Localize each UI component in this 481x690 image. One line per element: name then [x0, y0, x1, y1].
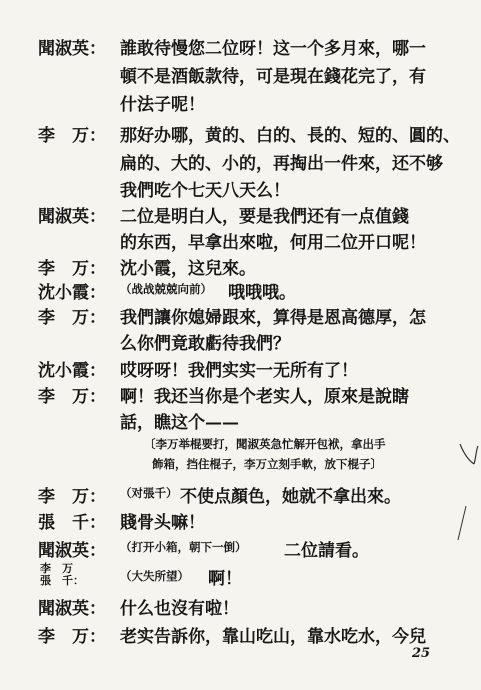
speaker-name: 李 万： — [38, 259, 106, 279]
dialogue-line — [0, 622, 481, 650]
dialogue-text: 哦哦哦。 — [228, 283, 296, 303]
dialogue-text: 我們讓你媳婦跟來，算得是恩高德厚，怎 — [120, 308, 426, 328]
stage-direction-line: 飾箱，挡住棍子，李万立刻手軟，放下棍子〕 — [152, 457, 382, 471]
speaker-name: 李 万： — [38, 308, 106, 328]
dialogue-line — [0, 303, 481, 331]
speaker-name-stacked: 張 千： — [40, 574, 84, 587]
dialogue-text: 啊！我还当你是个老实人，原來是說瞎 — [120, 387, 409, 407]
dialogue-line — [0, 278, 481, 306]
speaker-name: 李 万： — [38, 487, 106, 507]
dialogue-continuation — [0, 62, 481, 90]
dialogue-line — [0, 482, 481, 510]
dialogue-text: 我們吃个七天八天么！ — [120, 181, 290, 201]
dialogue-line — [0, 34, 481, 62]
stage-direction-block — [0, 436, 481, 476]
dialogue-line — [0, 594, 481, 622]
dialogue-text: 扁的、大的、小的，再掏出一件來，还不够 — [120, 154, 443, 174]
speaker-name: 李 万： — [38, 627, 106, 647]
stage-direction-line: 〔李万举棍要打，聞淑英急忙解开包袱，拿出手 — [144, 437, 386, 451]
dialogue-line — [0, 121, 481, 149]
dialogue-text: 的东西，早拿出來啦，何用二位开口呢！ — [120, 233, 426, 253]
dialogue-text: 沈小霞，这兒來。 — [120, 259, 256, 279]
dialogue-line — [0, 536, 481, 564]
dialogue-text: 二位請看。 — [284, 541, 369, 561]
dialogue-text: 誰敢待慢您二位呀！这一个多月來，哪一 — [120, 39, 426, 59]
dialogue-continuation — [0, 176, 481, 204]
dialogue-line — [0, 562, 481, 590]
speaker-name: 聞淑英： — [38, 39, 106, 59]
stage-direction-inline: （战战兢兢向前） — [120, 282, 212, 296]
dialogue-text: 么你們竟敢虧待我們？ — [120, 334, 290, 354]
dialogue-text: 那好办哪，黄的、白的、長的、短的、圓的、 — [120, 126, 460, 146]
dialogue-continuation — [0, 228, 481, 256]
speaker-name: 聞淑英： — [38, 207, 106, 227]
speaker-name: 張 千： — [38, 513, 106, 533]
dialogue-line — [0, 202, 481, 230]
dialogue-text: 二位是明白人，要是我們还有一点值錢 — [120, 207, 409, 227]
speaker-name: 李 万： — [38, 126, 106, 146]
speaker-name-stacked: 李 万 — [40, 562, 73, 575]
dialogue-text: 頓不是酒飯款待，可是現在錢花完了，有 — [120, 67, 426, 87]
dialogue-text: 啊！ — [208, 569, 242, 589]
dialogue-text: 老实告訴你，靠山吃山，靠水吃水，今兒 — [120, 627, 426, 647]
stage-direction-inline: （大失所望） — [120, 569, 189, 583]
pen-mark-decoration — [440, 430, 480, 550]
speaker-name: 沈小霞： — [38, 283, 106, 303]
dialogue-continuation — [0, 329, 481, 357]
dialogue-text: 賤骨头嘛！ — [120, 513, 205, 533]
dialogue-text: 什么也沒有啦！ — [120, 599, 239, 619]
speaker-name: 李 万： — [38, 387, 106, 407]
dialogue-text: 話，瞧这个—— — [120, 413, 239, 433]
speaker-name: 聞淑英： — [38, 541, 106, 561]
speaker-name: 聞淑英： — [38, 599, 106, 619]
dialogue-line — [0, 508, 481, 536]
dialogue-continuation — [0, 90, 481, 118]
page-number: 25 — [412, 646, 431, 661]
speaker-name: 沈小霞： — [38, 361, 106, 381]
dialogue-text: 哎呀呀！我們实实一无所有了！ — [120, 361, 358, 381]
dialogue-line — [0, 382, 481, 410]
dialogue-text: 不使点顏色，她就不拿出來。 — [180, 487, 401, 507]
dialogue-continuation — [0, 149, 481, 177]
dialogue-line — [0, 356, 481, 384]
dialogue-continuation — [0, 408, 481, 436]
stage-direction-inline: （打开小箱，朝下一倒） — [120, 540, 247, 554]
stage-direction-inline: （对張千） — [120, 486, 178, 500]
dialogue-text: 什法子呢！ — [120, 95, 205, 115]
